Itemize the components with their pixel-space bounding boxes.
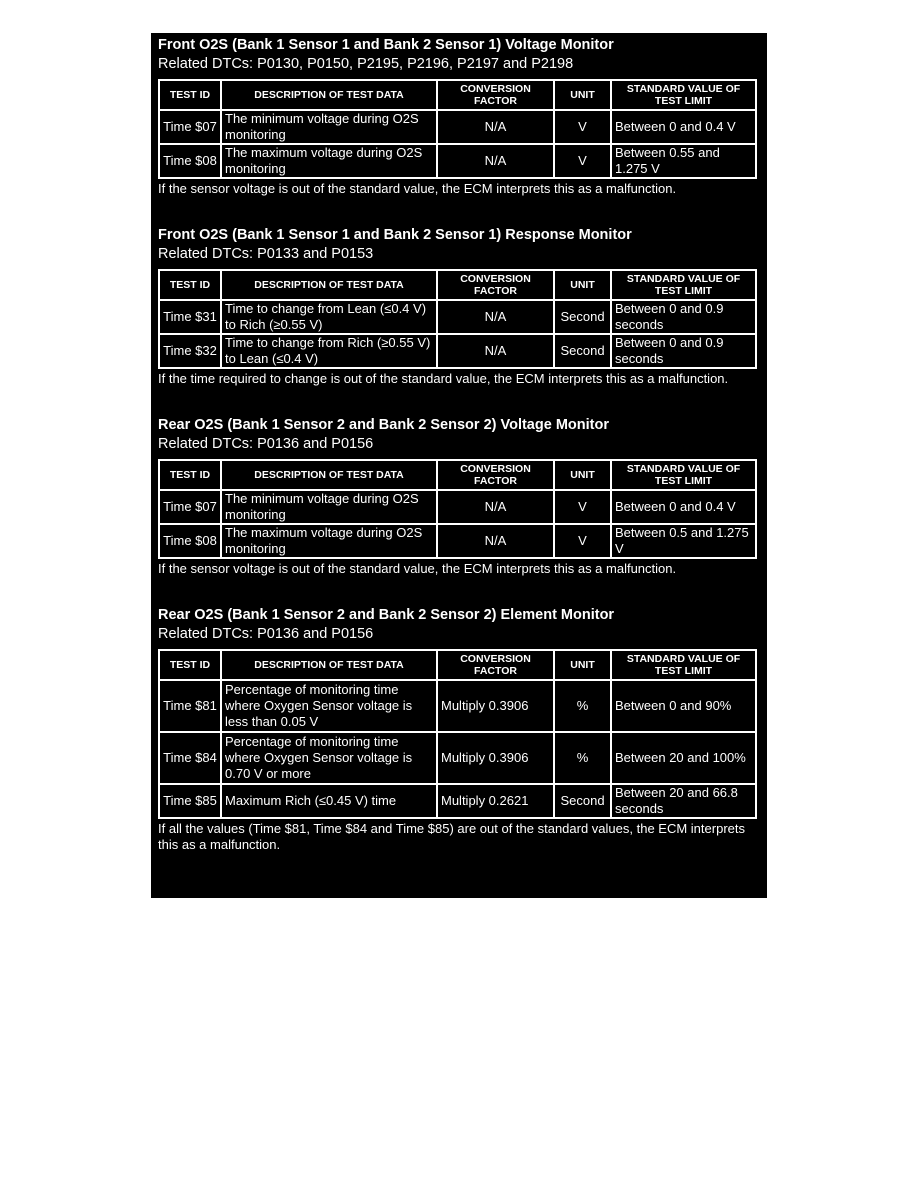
col-header-unit: UNIT bbox=[554, 650, 611, 680]
table-row bbox=[159, 110, 756, 144]
test-id-cell: Time $08 bbox=[159, 144, 221, 178]
unit-cell: V bbox=[554, 524, 611, 558]
description-cell: The maximum voltage during O2S monitoring bbox=[221, 144, 437, 178]
col-header-standard-value: STANDARD VALUE OF TEST LIMIT bbox=[611, 460, 756, 490]
test-id-cell: Time $84 bbox=[159, 732, 221, 784]
col-header-unit: UNIT bbox=[554, 460, 611, 490]
related-dtcs: Related DTCs: P0136 and P0156 bbox=[158, 436, 374, 452]
conversion-cell: Multiply 0.3906 bbox=[437, 680, 554, 732]
table-row bbox=[159, 784, 756, 818]
standard-value-cell: Between 0 and 0.9 seconds bbox=[611, 334, 756, 368]
col-header-description: DESCRIPTION OF TEST DATA bbox=[221, 460, 437, 490]
table-row bbox=[159, 334, 756, 368]
test-id-cell: Time $31 bbox=[159, 300, 221, 334]
table-header-row bbox=[159, 270, 756, 300]
table-row bbox=[159, 732, 756, 784]
description-cell: Percentage of monitoring time where Oxygen Sensor voltage is 0.70 V or more bbox=[221, 732, 437, 784]
conversion-cell: N/A bbox=[437, 334, 554, 368]
col-header-test-id: TEST ID bbox=[159, 80, 221, 110]
col-header-unit: UNIT bbox=[554, 80, 611, 110]
unit-cell: % bbox=[554, 680, 611, 732]
standard-value-cell: Between 20 and 100% bbox=[611, 732, 756, 784]
standard-value-cell: Between 0.5 and 1.275 V bbox=[611, 524, 756, 558]
table-header-row bbox=[159, 650, 756, 680]
related-dtcs: Related DTCs: P0130, P0150, P2195, P2196, P2197 and P2198 bbox=[158, 56, 574, 72]
related-dtcs: Related DTCs: P0136 and P0156 bbox=[158, 626, 374, 642]
col-header-test-id: TEST ID bbox=[159, 270, 221, 300]
standard-value-cell: Between 0.55 and 1.275 V bbox=[611, 144, 756, 178]
conversion-cell: Multiply 0.2621 bbox=[437, 784, 554, 818]
description-cell: The maximum voltage during O2S monitoring bbox=[221, 524, 437, 558]
test-id-cell: Time $81 bbox=[159, 680, 221, 732]
table-row bbox=[159, 490, 756, 524]
conversion-cell: N/A bbox=[437, 490, 554, 524]
test-data-table bbox=[158, 459, 757, 559]
test-id-cell: Time $08 bbox=[159, 524, 221, 558]
col-header-standard-value: STANDARD VALUE OF TEST LIMIT bbox=[611, 650, 756, 680]
test-id-cell: Time $07 bbox=[159, 490, 221, 524]
malfunction-note: If the time required to change is out of the standard value, the ECM interprets this as a malfunction. bbox=[158, 371, 729, 386]
table-row bbox=[159, 524, 756, 558]
standard-value-cell: Between 0 and 0.4 V bbox=[611, 490, 756, 524]
unit-cell: V bbox=[554, 144, 611, 178]
col-header-standard-value: STANDARD VALUE OF TEST LIMIT bbox=[611, 80, 756, 110]
col-header-description: DESCRIPTION OF TEST DATA bbox=[221, 650, 437, 680]
section-rear-o2s-voltage-monitor bbox=[158, 416, 767, 577]
col-header-standard-value: STANDARD VALUE OF TEST LIMIT bbox=[611, 270, 756, 300]
table-header-row bbox=[159, 80, 756, 110]
description-cell: The minimum voltage during O2S monitoring bbox=[221, 110, 437, 144]
col-header-conversion-factor: CONVERSION FACTOR bbox=[437, 460, 554, 490]
col-header-unit: UNIT bbox=[554, 270, 611, 300]
test-data-table bbox=[158, 269, 757, 369]
description-cell: Time to change from Lean (≤0.4 V) to Rich (≥0.55 V) bbox=[221, 300, 437, 334]
description-cell: Time to change from Rich (≥0.55 V) to Lean (≤0.4 V) bbox=[221, 334, 437, 368]
document-panel bbox=[151, 33, 767, 898]
malfunction-note: If all the values (Time $81, Time $84 and Time $85) are out of the standard values, the ECM interprets this as a malfunction. bbox=[158, 821, 745, 852]
table-row bbox=[159, 144, 756, 178]
section-rear-o2s-element-monitor bbox=[158, 606, 767, 853]
unit-cell: % bbox=[554, 732, 611, 784]
related-dtcs: Related DTCs: P0133 and P0153 bbox=[158, 246, 374, 262]
table-header-row bbox=[159, 460, 756, 490]
test-id-cell: Time $85 bbox=[159, 784, 221, 818]
conversion-cell: N/A bbox=[437, 300, 554, 334]
col-header-test-id: TEST ID bbox=[159, 650, 221, 680]
col-header-conversion-factor: CONVERSION FACTOR bbox=[437, 650, 554, 680]
test-data-table bbox=[158, 79, 757, 179]
unit-cell: Second bbox=[554, 784, 611, 818]
malfunction-note: If the sensor voltage is out of the standard value, the ECM interprets this as a malfunction. bbox=[158, 561, 677, 576]
unit-cell: Second bbox=[554, 300, 611, 334]
section-title: Front O2S (Bank 1 Sensor 1 and Bank 2 Sensor 1) Response Monitor bbox=[158, 227, 632, 243]
section-title: Rear O2S (Bank 1 Sensor 2 and Bank 2 Sensor 2) Voltage Monitor bbox=[158, 417, 609, 433]
test-id-cell: Time $32 bbox=[159, 334, 221, 368]
section-front-o2s-voltage-monitor bbox=[158, 36, 767, 197]
table-row bbox=[159, 680, 756, 732]
standard-value-cell: Between 0 and 0.9 seconds bbox=[611, 300, 756, 334]
col-header-test-id: TEST ID bbox=[159, 460, 221, 490]
test-id-cell: Time $07 bbox=[159, 110, 221, 144]
unit-cell: V bbox=[554, 110, 611, 144]
standard-value-cell: Between 0 and 0.4 V bbox=[611, 110, 756, 144]
section-title: Front O2S (Bank 1 Sensor 1 and Bank 2 Sensor 1) Voltage Monitor bbox=[158, 37, 614, 53]
malfunction-note: If the sensor voltage is out of the standard value, the ECM interprets this as a malfunction. bbox=[158, 181, 677, 196]
col-header-conversion-factor: CONVERSION FACTOR bbox=[437, 270, 554, 300]
section-title: Rear O2S (Bank 1 Sensor 2 and Bank 2 Sensor 2) Element Monitor bbox=[158, 607, 615, 623]
col-header-description: DESCRIPTION OF TEST DATA bbox=[221, 80, 437, 110]
conversion-cell: Multiply 0.3906 bbox=[437, 732, 554, 784]
unit-cell: V bbox=[554, 490, 611, 524]
test-data-table bbox=[158, 649, 757, 819]
col-header-conversion-factor: CONVERSION FACTOR bbox=[437, 80, 554, 110]
unit-cell: Second bbox=[554, 334, 611, 368]
description-cell: The minimum voltage during O2S monitoring bbox=[221, 490, 437, 524]
section-front-o2s-response-monitor bbox=[158, 226, 767, 387]
standard-value-cell: Between 20 and 66.8 seconds bbox=[611, 784, 756, 818]
description-cell: Percentage of monitoring time where Oxygen Sensor voltage is less than 0.05 V bbox=[221, 680, 437, 732]
table-row bbox=[159, 300, 756, 334]
standard-value-cell: Between 0 and 90% bbox=[611, 680, 756, 732]
conversion-cell: N/A bbox=[437, 110, 554, 144]
conversion-cell: N/A bbox=[437, 144, 554, 178]
col-header-description: DESCRIPTION OF TEST DATA bbox=[221, 270, 437, 300]
description-cell: Maximum Rich (≤0.45 V) time bbox=[221, 784, 437, 818]
conversion-cell: N/A bbox=[437, 524, 554, 558]
